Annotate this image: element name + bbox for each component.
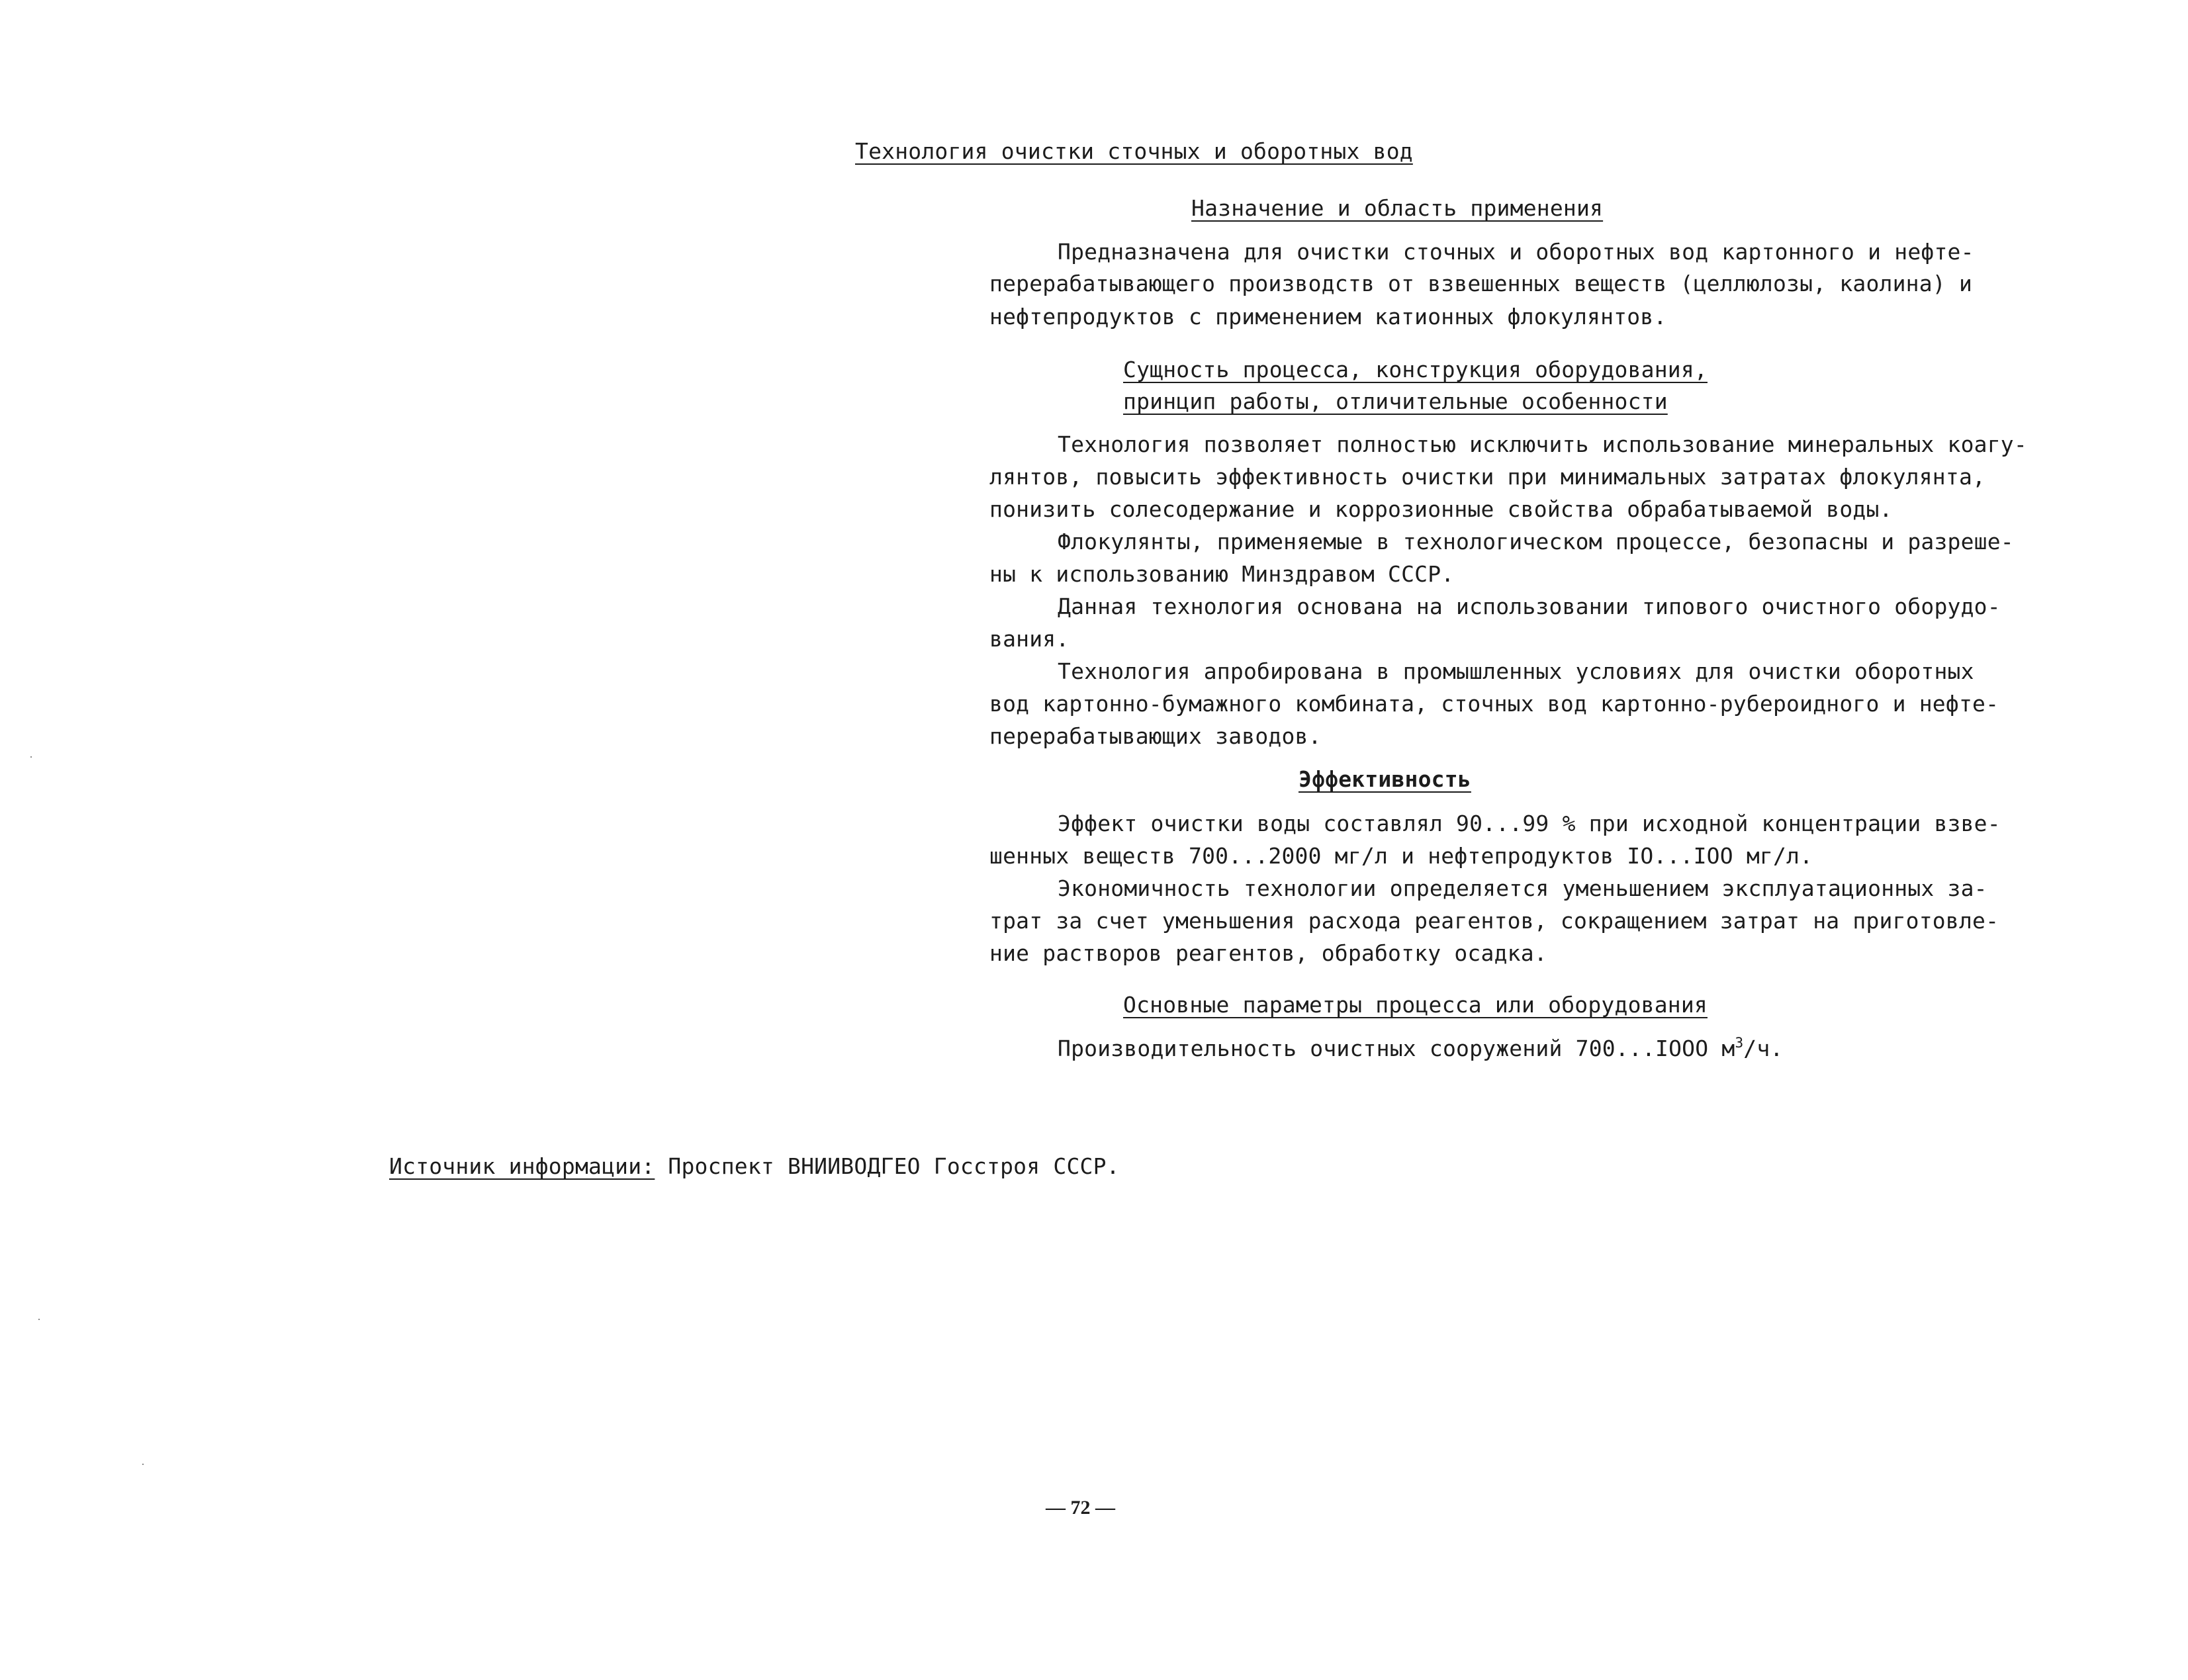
efficiency-line: трат за счет уменьшения расхода реагентов, сокращением затрат на приготовле- [989, 908, 1999, 934]
essence-line: понизить солесодержание и коррозионные свойства обрабатываемой воды. [989, 496, 1893, 522]
efficiency-line: Экономичность технологии определяется уменьшением эксплуатационных за- [1058, 875, 1987, 901]
parameters-heading: Основные параметры процесса или оборудования [1123, 992, 1708, 1018]
essence-line: вания. [989, 626, 1070, 652]
page-number: — 72 — [1046, 1497, 1115, 1519]
source-line [389, 1155, 1120, 1177]
document-title: Технология очистки сточных и оборотных вод [855, 138, 1413, 164]
essence-line: Данная технология основана на использовании типового очистного оборудо- [1058, 594, 2001, 619]
parameters-line [1058, 1035, 1784, 1061]
parameters-value: Производительность очистных сооружений 700...IOOO м [1058, 1036, 1735, 1061]
scan-speck [38, 1319, 40, 1320]
source-text: Проспект ВНИИВОДГЕО Госстроя СССР. [655, 1153, 1120, 1179]
essence-heading-line-1: Сущность процесса, конструкция оборудования, [1123, 357, 1708, 382]
essence-line: Технология апробирована в промышленных условиях для очистки оборотных [1058, 658, 1974, 684]
essence-line: Технология позволяет полностью исключить использование минеральных коагу- [1058, 431, 2027, 457]
purpose-heading: Назначение и область применения [1191, 195, 1604, 221]
parameters-unit-tail: /ч. [1743, 1036, 1784, 1061]
essence-line: вод картонно-бумажного комбината, сточных вод картонно-рубероидного и нефте- [989, 691, 1999, 717]
efficiency-heading: Эффективность [1299, 766, 1471, 792]
essence-heading-line-2: принцип работы, отличительные особенности [1123, 388, 1668, 414]
essence-line: ны к использованию Минздравом СССР. [989, 561, 1455, 587]
parameters-unit-exponent: 3 [1735, 1035, 1744, 1051]
scan-speck [142, 1464, 144, 1465]
efficiency-line: шенных веществ 700...2000 мг/л и нефтепродуктов IO...IOO мг/л. [989, 843, 1813, 869]
essence-line: Флокулянты, применяемые в технологическом процессе, безопасны и разреше- [1058, 529, 2014, 554]
scan-speck [30, 756, 32, 758]
efficiency-line: ние растворов реагентов, обработку осадка. [989, 940, 1547, 966]
purpose-line: нефтепродуктов с применением катионных флокулянтов. [989, 304, 1667, 330]
source-label: Источник информации: [389, 1153, 655, 1179]
purpose-line: Предназначена для очистки сточных и оборотных вод картонного и нефте- [1058, 239, 1974, 265]
essence-line: лянтов, повысить эффективность очистки при минимальных затратах флокулянта, [989, 464, 1986, 490]
purpose-line: перерабатывающего производств от взвешенных веществ (целлюлозы, каолина) и [989, 271, 1973, 296]
efficiency-line: Эффект очистки воды составлял 90...99 % при исходной концентрации взве- [1058, 811, 2001, 836]
essence-line: перерабатывающих заводов. [989, 723, 1322, 749]
